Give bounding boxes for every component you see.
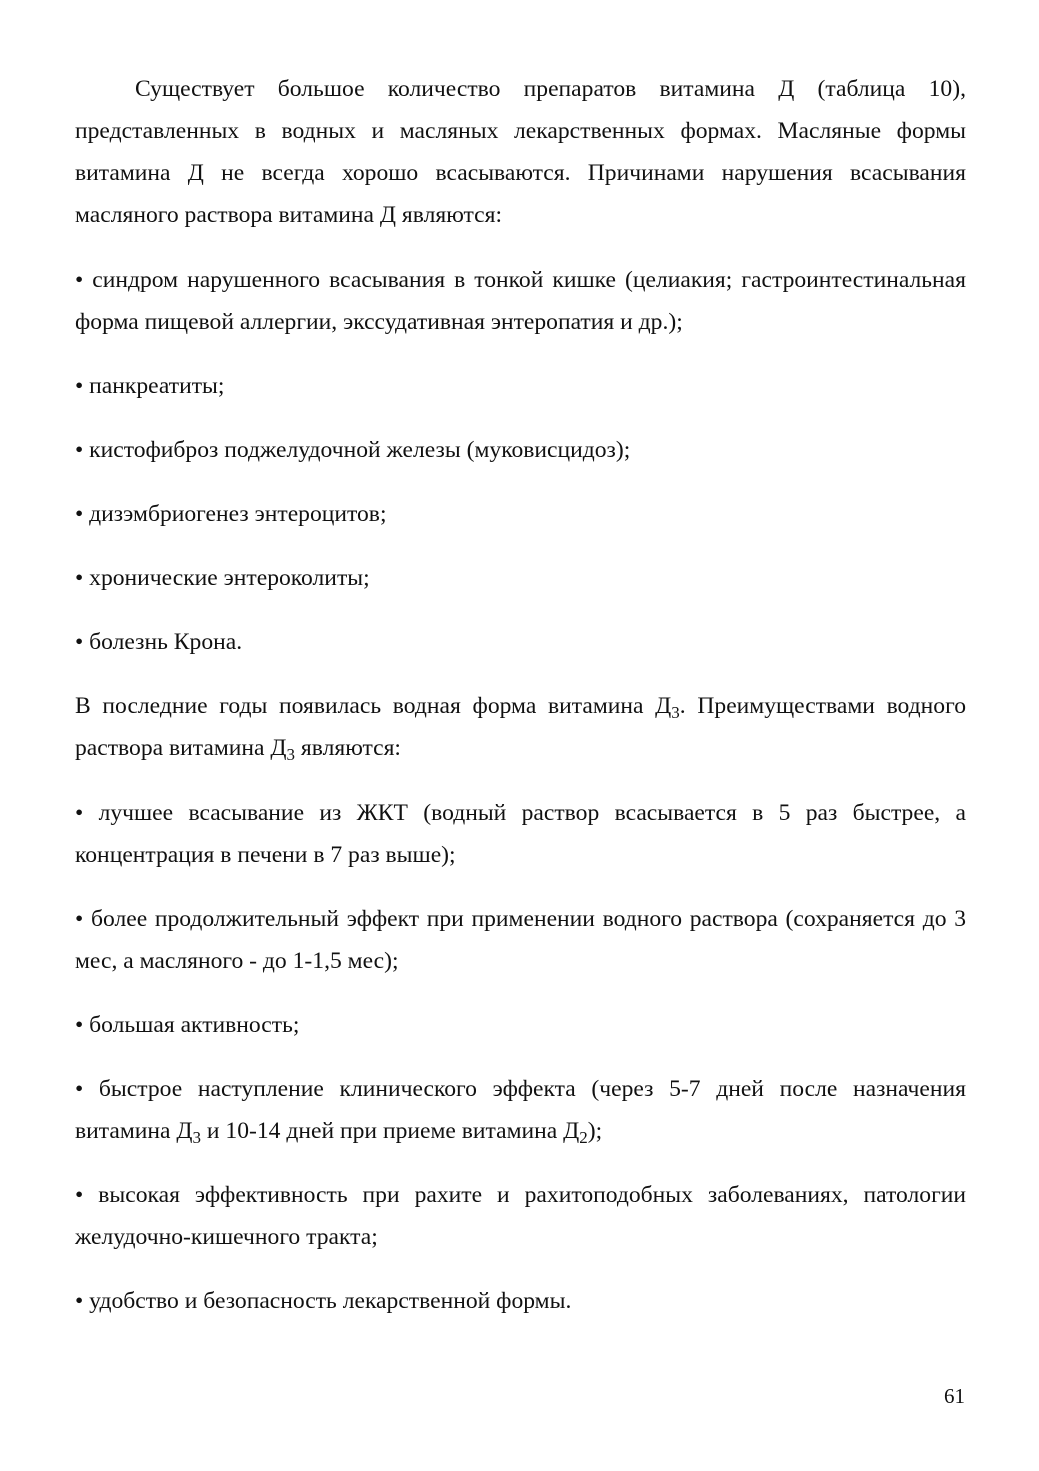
cause-item-malabsorption: • синдром нарушенного всасывания в тонкой кишке (целиакия; гастроинтестинальная форма пищевой аллергии, экссудативная энтеропатия и др.); — [75, 267, 966, 335]
cause-item-dysembryogenesis: • дизэмбриогенез энтероцитов; — [75, 501, 387, 527]
intro-paragraph: Существует большое количество препаратов витамина Д (таблица 10), представленных в водных и масляных лекарственных формах. Масляные формы витамина Д не всегда хорошо всасываются. Причинами нарушения всасывания масляного раствора витамина Д являются: — [75, 76, 966, 228]
fast-effect-text-2: и 10-14 дней при приеме витамина Д — [201, 1118, 580, 1144]
cause-item-enterocolitis: • хронические энтероколиты; — [75, 565, 370, 591]
cause-item-pancreatitis: • панкреатиты; — [75, 373, 225, 399]
fast-effect-text-3: ); — [587, 1118, 603, 1144]
advantage-item-fast-effect — [75, 1068, 966, 1152]
advantage-item-efficacy: • высокая эффективность при рахите и рахитоподобных заболеваниях, патологии желудочно-кишечного тракта; — [75, 1182, 966, 1250]
cause-item-cystic-fibrosis: • кистофиброз поджелудочной железы (муковисцидоз); — [75, 437, 631, 463]
advantage-item-activity: • большая активность; — [75, 1012, 300, 1038]
water-form-text-3: являются: — [294, 735, 401, 761]
fast-effect-subscript-1: 3 — [192, 1127, 201, 1147]
water-form-subscript-1: 3 — [671, 702, 680, 722]
water-form-text-1: В последние годы появилась водная форма витамина Д — [75, 693, 672, 719]
fast-effect-subscript-2: 2 — [579, 1127, 588, 1147]
advantage-item-safety: • удобство и безопасность лекарственной формы. — [75, 1288, 572, 1314]
cause-item-crohn: • болезнь Крона. — [75, 629, 243, 655]
document-body — [75, 68, 966, 1344]
water-form-paragraph — [75, 685, 966, 769]
water-form-subscript-2: 3 — [286, 744, 295, 764]
page-number: 61 — [944, 1384, 965, 1408]
water-form-text-2: . Преимуществами водного раствора витамина Д — [75, 693, 966, 761]
fast-effect-text-1: • быстрое наступление клинического эффекта (через 5-7 дней после назначения витамина Д — [75, 1076, 966, 1144]
advantage-item-duration: • более продолжительный эффект при применении водного раствора (сохраняется до 3 мес, а масляного - до 1-1,5 мес); — [75, 906, 966, 974]
advantage-item-absorption: • лучшее всасывание из ЖКТ (водный раствор всасывается в 5 раз быстрее, а концентрация в печени в 7 раз выше); — [75, 800, 966, 868]
